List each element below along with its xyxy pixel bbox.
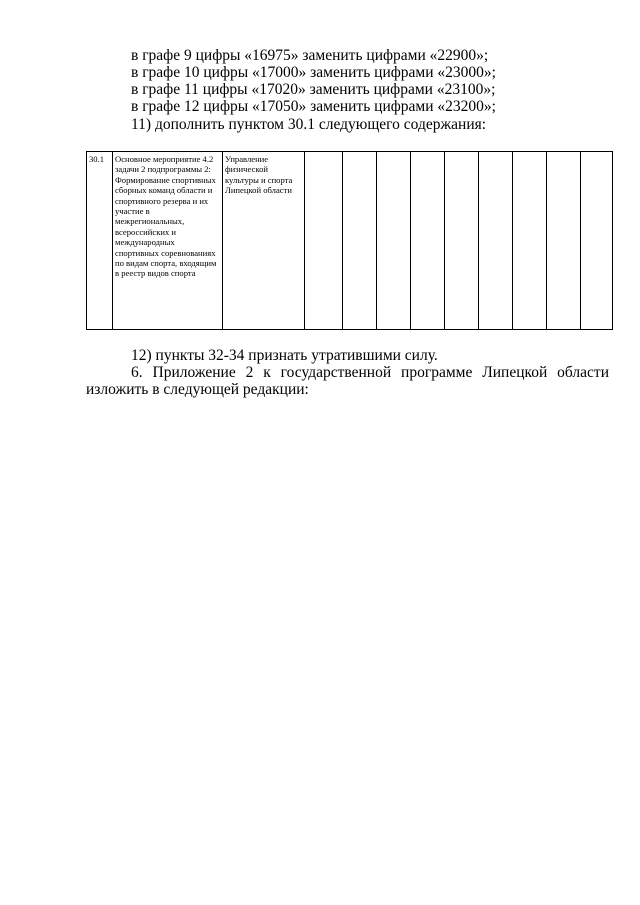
empty-cell [547,152,581,330]
line-graf-11: в графе 11 цифры «17020» заменить цифрами «23100»; [131,81,496,98]
row-number-cell: 30.1 [87,152,113,330]
line-graf-9: в графе 9 цифры «16975» заменить цифрами «22900»; [131,47,489,64]
line-item-6-first: 6. Приложение 2 к государственной программе Липецкой области [131,364,609,381]
amendment-table [86,151,613,330]
line-graf-10: в графе 10 цифры «17000» заменить цифрами «23000»; [131,64,496,81]
executor-cell: Управление физической культуры и спорта Липецкой области [223,152,305,330]
empty-cell [581,152,613,330]
empty-cell [445,152,479,330]
line-item-6-second: изложить в следующей редакции: [86,381,309,398]
empty-cell [513,152,547,330]
table-row [87,152,613,330]
empty-cell [479,152,513,330]
event-cell: Основное мероприятие 4.2 задачи 2 подпрограммы 2: Формирование спортивных сборных команд области и спортивного резерва и их участие в межрегиональных, всероссийских и международных спортивных соревнованиях по видам спорта, входящим в реестр видов спорта [113,152,223,330]
empty-cell [411,152,445,330]
empty-cell [305,152,343,330]
line-graf-12: в графе 12 цифры «17050» заменить цифрами «23200»; [131,98,496,115]
line-item-11: 11) дополнить пунктом 30.1 следующего содержания: [131,116,487,133]
line-item-12: 12) пункты 32-34 признать утратившими силу. [131,347,438,364]
empty-cell [377,152,411,330]
empty-cell [343,152,377,330]
